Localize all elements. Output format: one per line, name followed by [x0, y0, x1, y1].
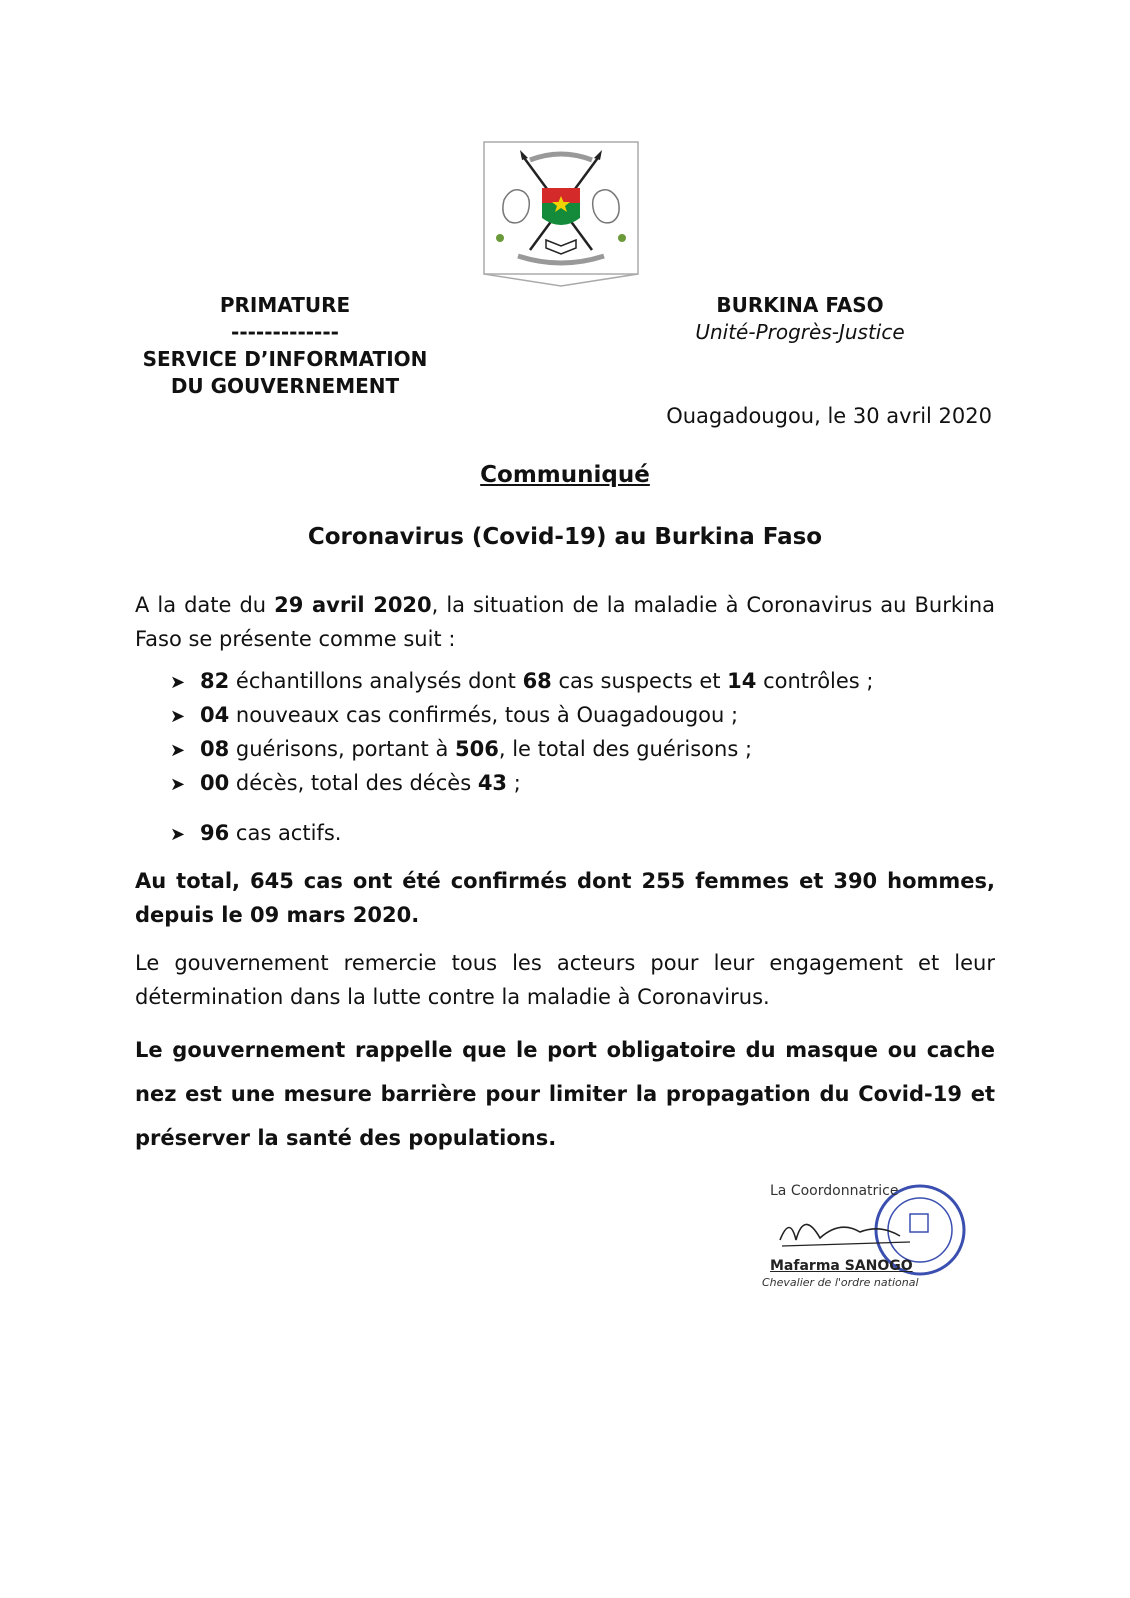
header-left-service: SERVICE D’INFORMATION [142, 347, 428, 371]
header-left [130, 292, 440, 400]
list-item: ➤ 08 guérisons, portant à 506, le total des guérisons ; [170, 732, 874, 766]
signature-role: La Coordonnatrice [770, 1183, 899, 1199]
header-left-separator: ------------- [231, 320, 339, 344]
list-item: ➤ 04 nouveaux cas confirmés, tous à Ouagadougou ; [170, 698, 874, 732]
arrow-bullet-icon: ➤ [170, 706, 186, 727]
signature-title: Chevalier de l'ordre national [762, 1276, 919, 1289]
total-paragraph: Au total, 645 cas ont été confirmés dont 255 femmes et 390 hommes, depuis le 09 mars 2020. [135, 869, 995, 927]
header-left-primature: PRIMATURE [219, 293, 351, 317]
signature-block [760, 1180, 990, 1300]
header-right [660, 292, 940, 346]
list-item: ➤ 82 échantillons analysés dont 68 cas suspects et 14 contrôles ; [170, 664, 874, 698]
arrow-bullet-icon: ➤ [170, 774, 186, 795]
arrow-bullet-icon: ➤ [170, 824, 186, 845]
stats-list [170, 664, 874, 850]
arrow-bullet-icon: ➤ [170, 672, 186, 693]
page-title: Communiqué [480, 462, 650, 488]
coat-of-arms [482, 140, 640, 288]
date-line: Ouagadougou, le 30 avril 2020 [666, 404, 992, 428]
thanks-paragraph: Le gouvernement remercie tous les acteurs pour leur engagement et leur détermination dans la lutte contre la maladie à Coronavirus. [135, 951, 995, 1009]
header-right-motto: Unité-Progrès-Justice [695, 320, 905, 344]
arrow-bullet-icon: ➤ [170, 740, 186, 761]
list-item: ➤ 00 décès, total des décès 43 ; [170, 766, 874, 800]
header-right-country: BURKINA FASO [716, 293, 884, 317]
intro-paragraph: A la date du 29 avril 2020, la situation de la maladie à Coronavirus au Burkina Faso se présente comme suit : [135, 593, 996, 651]
list-item: ➤ 96 cas actifs. [170, 816, 874, 850]
header-left-gouvernement: DU GOUVERNEMENT [170, 374, 400, 398]
reminder-paragraph: Le gouvernement rappelle que le port obligatoire du masque ou cache nez est une mesure barrière pour limiter la propagation du Covid-19 et préserver la santé des populations. [135, 1038, 995, 1150]
intro-date: 29 avril 2020 [274, 593, 432, 617]
page-subtitle: Coronavirus (Covid-19) au Burkina Faso [307, 524, 823, 550]
signature-name: Mafarma SANOGO [770, 1258, 913, 1274]
